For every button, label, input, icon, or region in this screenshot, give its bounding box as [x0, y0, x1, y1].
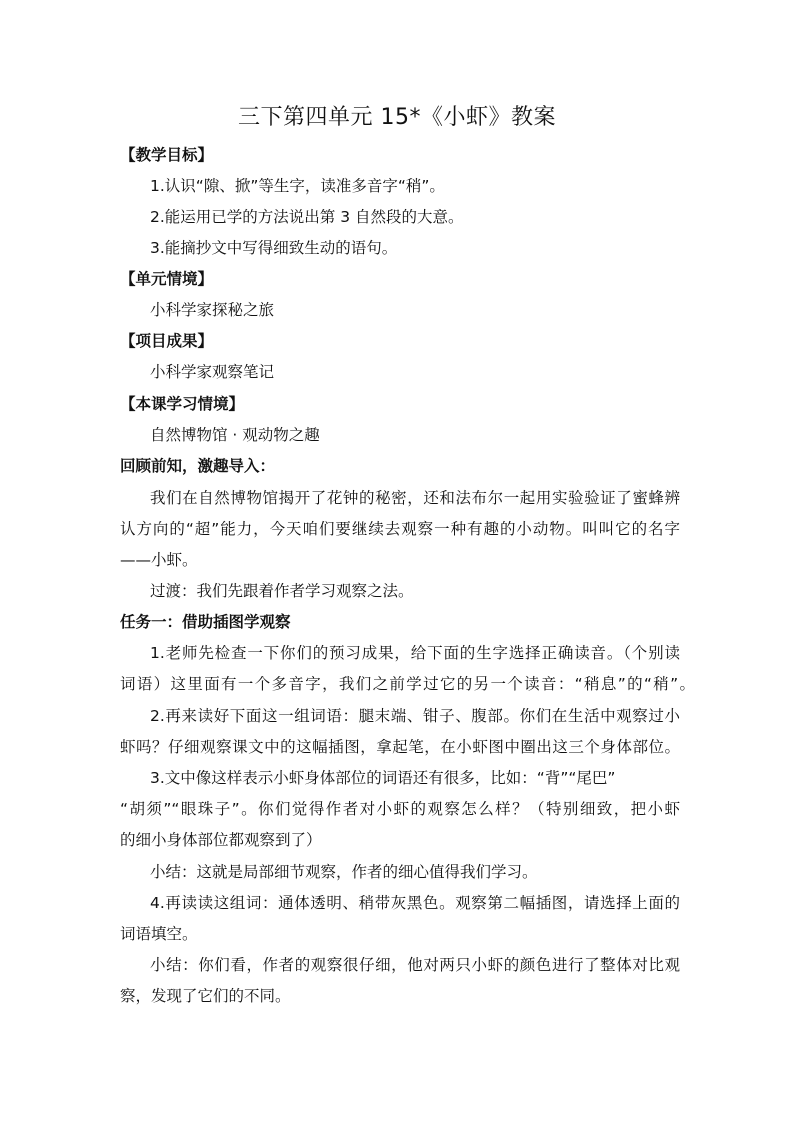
paragraph-line: 4.再读读这组词：通体透明、稍带灰黑色。观察第二幅插图，请选择上面的	[150, 894, 680, 912]
transition-text: 过渡：我们先跟着作者学习观察之法。	[150, 582, 414, 600]
paragraph-line: “胡须”“眼珠子”。你们觉得作者对小虾的观察怎么样？（特别细致，把小虾	[120, 800, 680, 818]
paragraph-line: ——小虾。	[120, 551, 198, 569]
paragraph-line: 虾吗？仔细观察课文中的这幅插图，拿起笔，在小虾图中圈出这三个身体部位。	[120, 738, 680, 756]
goal-item-3: 3.能摘抄文中写得细致生动的语句。	[150, 239, 398, 257]
paragraph-line: 词语）这里面有一个多音字，我们之前学过它的另一个读音：“稍息”的“稍”。	[120, 675, 695, 693]
paragraph-line: 的细小身体部位都观察到了）	[120, 831, 322, 849]
lesson-context-text: 自然博物馆 · 观动物之趣	[150, 426, 320, 444]
section-heading-project-outcome: 【项目成果】	[120, 332, 214, 350]
paragraph-line: 词语填空。	[120, 925, 198, 943]
paragraph-line: 3.文中像这样表示小虾身体部位的词语还有很多，比如：“背”“尾巴”	[150, 769, 616, 787]
summary-text: 小结：这就是局部细节观察，作者的细心值得我们学习。	[150, 863, 538, 881]
paragraph-line: 我们在自然博物馆揭开了花钟的秘密，还和法布尔一起用实验验证了蜜蜂辨	[150, 489, 680, 507]
section-heading-unit-context: 【单元情境】	[120, 270, 214, 288]
project-outcome-text: 小科学家观察笔记	[150, 363, 275, 381]
document-title: 三下第四单元 15*《小虾》教案	[238, 105, 556, 130]
paragraph-line: 2.再来读好下面这一组词语：腿末端、钳子、腹部。你们在生活中观察过小	[150, 707, 680, 725]
goal-item-1: 1.认识“隙、掀”等生字，读准多音字“稍”。	[150, 177, 445, 195]
paragraph-line: 认方向的“超”能力，今天咱们要继续去观察一种有趣的小动物。叫叫它的名字	[120, 520, 680, 538]
section-heading-teaching-goals: 【教学目标】	[120, 146, 214, 164]
section-heading-review-intro: 回顾前知，激趣导入：	[120, 457, 276, 475]
paragraph-line: 察，发现了它们的不同。	[120, 987, 291, 1005]
section-heading-task-one: 任务一：借助插图学观察	[120, 613, 291, 631]
unit-context-text: 小科学家探秘之旅	[150, 301, 275, 319]
paragraph-line: 小结：你们看，作者的观察很仔细，他对两只小虾的颜色进行了整体对比观	[150, 956, 680, 974]
goal-item-2: 2.能运用已学的方法说出第 3 自然段的大意。	[150, 208, 464, 226]
section-heading-lesson-context: 【本课学习情境】	[120, 395, 245, 413]
paragraph-line: 1.老师先检查一下你们的预习成果，给下面的生字选择正确读音。（个别读	[150, 644, 680, 662]
